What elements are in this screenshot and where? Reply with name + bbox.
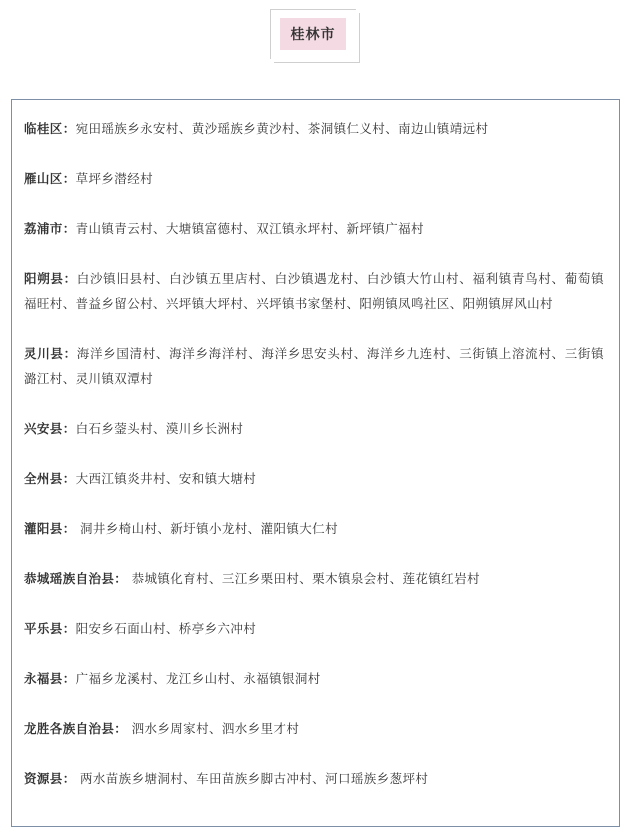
county-label: 资源县： [24, 771, 76, 786]
title-frame [270, 9, 356, 59]
village-names: 广福乡龙溪村、龙江乡山村、永福镇银洞村 [75, 671, 321, 686]
list-item [24, 166, 604, 191]
village-names: 草坪乡潜经村 [75, 171, 154, 186]
village-names: 两水苗族乡塘洞村、车田苗族乡脚古冲村、河口瑶族乡葱坪村 [75, 771, 429, 786]
village-list [24, 116, 604, 816]
list-item [24, 466, 604, 491]
list-item [24, 716, 604, 741]
content-box [11, 99, 620, 827]
county-label: 平乐县： [24, 621, 76, 636]
list-item [24, 516, 604, 541]
county-label: 荔浦市： [24, 221, 76, 236]
county-label: 恭城瑶族自治县： [24, 571, 128, 586]
village-names: 白石乡蓥头村、漠川乡长洲村 [75, 421, 244, 436]
county-label: 灌阳县： [24, 521, 76, 536]
village-names: 大西江镇炎井村、安和镇大塘村 [75, 471, 257, 486]
county-label: 阳朔县： [24, 271, 77, 286]
village-names: 阳安乡石面山村、桥亭乡六冲村 [75, 621, 257, 636]
list-item [24, 341, 604, 391]
list-item [24, 766, 604, 791]
village-names: 洞井乡椅山村、新圩镇小龙村、灌阳镇大仁村 [75, 521, 338, 536]
village-names: 海洋乡国清村、海洋乡海洋村、海洋乡思安头村、海洋乡九连村、三街镇上溶流村、三街镇潞江村、灵川镇双潭村 [24, 346, 604, 386]
county-label: 全州县： [24, 471, 76, 486]
list-item [24, 416, 604, 441]
list-item [24, 666, 604, 691]
village-names: 宛田瑶族乡永安村、黄沙瑶族乡黄沙村、茶洞镇仁义村、南边山镇靖远村 [75, 121, 489, 136]
list-item [24, 616, 604, 641]
village-names: 青山镇青云村、大塘镇富德村、双江镇永坪村、新坪镇广福村 [75, 221, 424, 236]
page-title: 桂林市 [280, 18, 346, 50]
county-label: 龙胜各族自治县： [24, 721, 128, 736]
county-label: 兴安县： [24, 421, 76, 436]
village-names: 白沙镇旧县村、白沙镇五里店村、白沙镇遇龙村、白沙镇大竹山村、福利镇青鸟村、葡萄镇福旺村、普益乡留公村、兴坪镇大坪村、兴坪镇书家堡村、阳朔镇凤鸣社区、阳朔镇屏风山村 [24, 271, 604, 311]
village-names: 恭城镇化育村、三江乡栗田村、栗木镇泉会村、莲花镇红岩村 [127, 571, 480, 586]
list-item [24, 216, 604, 241]
list-item [24, 566, 604, 591]
county-label: 灵川县： [24, 346, 77, 361]
county-label: 雁山区： [24, 171, 76, 186]
county-label: 临桂区： [24, 121, 76, 136]
village-names: 泗水乡周家村、泗水乡里才村 [127, 721, 300, 736]
county-label: 永福县： [24, 671, 76, 686]
list-item [24, 116, 604, 141]
list-item [24, 266, 604, 316]
